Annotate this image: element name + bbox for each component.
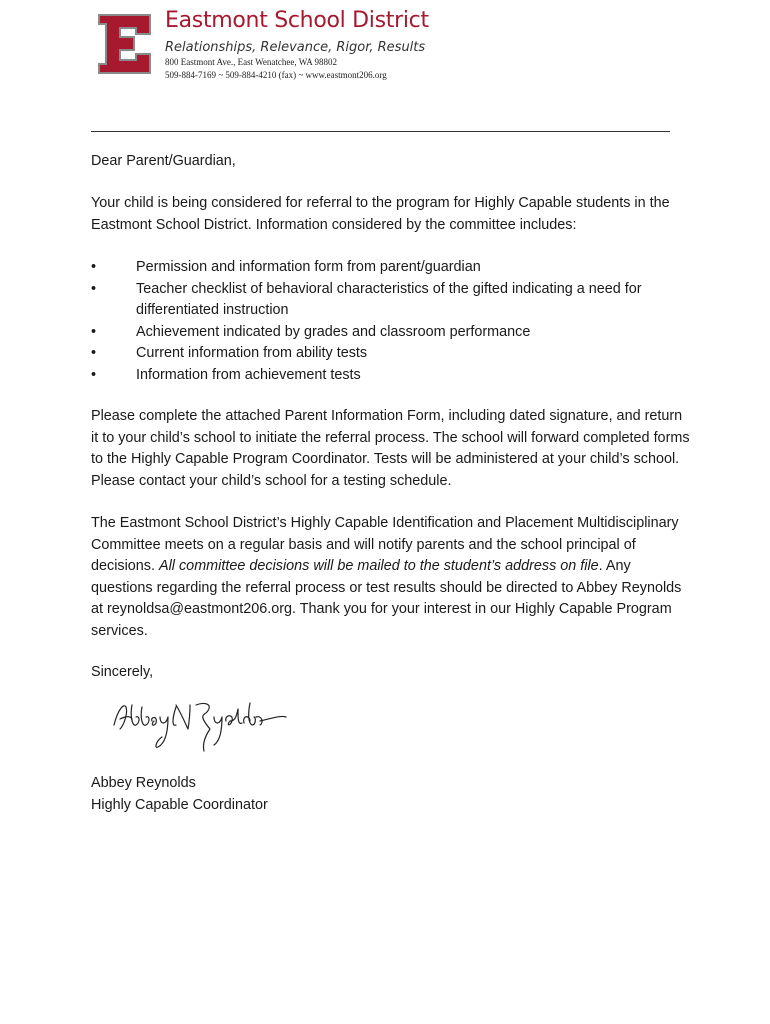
contact-line: 509-884-7169 ~ 509-884-4210 (fax) ~ www.eastmont206.org <box>165 70 387 80</box>
bullet: • <box>91 259 97 275</box>
signature <box>110 695 288 761</box>
list-item <box>91 257 691 279</box>
list-item-text: Current information from ability tests <box>136 345 368 361</box>
intro-paragraph: Your child is being considered for referral to the program for Highly Capable students in the Eastmont School District. Information considered by the committee includes: <box>91 195 670 233</box>
header-divider <box>91 131 670 132</box>
bullet: • <box>91 280 97 297</box>
district-logo <box>97 13 153 75</box>
signer-title: Highly Capable Coordinator <box>91 796 268 813</box>
list-item-text: Information from achievement tests <box>136 366 361 383</box>
mailing-notice: All committee decisions will be mailed to the student’s address on file <box>159 558 599 574</box>
list-item-text: Achievement indicated by grades and classroom performance <box>136 323 531 340</box>
bullet: • <box>91 323 97 340</box>
greeting: Dear Parent/Guardian, <box>91 153 236 169</box>
bullet: • <box>91 366 97 383</box>
list-item <box>91 322 691 344</box>
list-item-text: Permission and information form from parent/guardian <box>136 259 481 275</box>
tagline: Relationships, Relevance, Rigor, Results <box>165 40 426 55</box>
list-item <box>91 365 691 387</box>
bullet: • <box>91 345 97 361</box>
committee-paragraph <box>91 513 691 642</box>
criteria-list <box>91 257 691 386</box>
signer-block <box>91 773 691 816</box>
instructions-paragraph: Please complete the attached Parent Information Form, including dated signature, and return it to your child’s school to initiate the referral process. The school will forward completed forms to the Highly Capable Program Coordinator. Tests will be administered at your child’s school. Please contact your child’s school for a testing schedule. <box>91 408 690 489</box>
list-item <box>91 343 691 365</box>
committee-text: The Eastmont School District’s Highly Capable Identification and Placement Multidisciplinary Committee meets on a regular basis and will notify parents and the school principal of decisions. <box>91 515 679 574</box>
closing: Sincerely, <box>91 664 154 680</box>
address-line: 800 Eastmont Ave., East Wenatchee, WA 98802 <box>165 57 337 67</box>
list-item-text: Teacher checklist of behavioral characteristics of the gifted indicating a need for differentiated instruction <box>136 280 642 318</box>
signer-name: Abbey Reynolds <box>91 775 196 791</box>
district-name: Eastmont School District <box>165 8 429 33</box>
list-item <box>91 279 691 322</box>
contact-text: . Any questions regarding the referral process or test results should be directed to Abbey Reynolds at reynoldsa@eastmont206.org. Thank you for your interest in our Highly Capable Program services. <box>91 558 682 639</box>
